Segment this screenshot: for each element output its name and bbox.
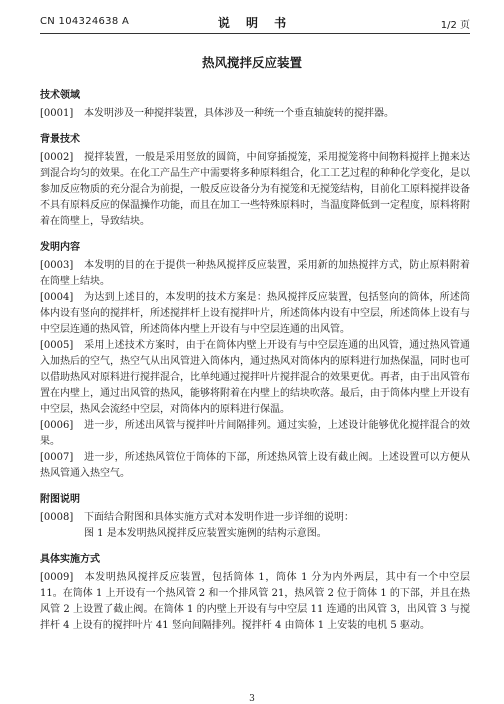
section-heading: 附图说明 [40, 494, 80, 505]
paragraph-number: [0007] [40, 452, 74, 463]
paragraph-number: [0004] [40, 292, 74, 303]
header-rule [40, 33, 470, 34]
paragraph-text: 进一步，所述出风管与搅拌叶片间隔排列。通过实验，上述设计能够优化搅拌混合的效果。 [40, 420, 470, 447]
page-indicator: 1/2 页 [440, 20, 470, 31]
document-body [40, 88, 470, 634]
paragraph-number: [0006] [40, 420, 74, 431]
paragraph-number: [0001] [40, 108, 74, 119]
paragraph [40, 450, 470, 482]
paragraph-text: 本发明的目的在于提供一种热风搅拌反应装置，采用新的加热搅拌方式，防止原料附着在筒壁上结块。 [40, 260, 470, 287]
document-type: 说 明 书 [217, 16, 293, 30]
paragraph-number: [0009] [40, 572, 74, 583]
section-heading: 背景技术 [40, 134, 80, 145]
paragraph-text: 进一步，所述热风管位于筒体的下部，所述热风管上设有截止阀。上述设置可以方便从热风管通入热空气。 [40, 452, 470, 479]
page-header [40, 14, 470, 30]
paragraph-number: [0008] [40, 512, 74, 523]
section-heading: 技术领域 [40, 90, 80, 101]
paragraph [40, 338, 470, 418]
paragraph [40, 150, 470, 230]
patent-number: CN 104324638 A [40, 16, 130, 27]
paragraph [40, 106, 470, 122]
page-number: 3 [249, 694, 255, 704]
document-title: 热风搅拌反应装置 [201, 55, 302, 70]
paragraph-text: 为达到上述目的，本发明的技术方案是：热风搅拌反应装置，包括竖向的筒体，所述筒体内设有竖向的搅拌杆，所述搅拌杆上设有搅拌叶片，所述筒体内设有中空层，所述筒体上设有与中空层连通的热风管，所述筒体内壁上开设有与中空层连通的出风管。 [40, 292, 470, 335]
paragraph [40, 290, 470, 338]
section-heading: 发明内容 [40, 242, 80, 253]
paragraph-number: [0003] [40, 260, 74, 271]
paragraph-text: 采用上述技术方案时，由于在筒体内壁上开设有与中空层连通的出风管，通过热风管通入加热后的空气，热空气从出风管进入筒体内，通过热风对筒体内的原料进行加热保温，同时也可以借助热风对原料进行搅拌混合，比单纯通过搅拌叶片搅拌混合的效果更优。再者，由于出风管布置在内壁上，通过出风管的热风，能够将附着在内壁上的结块吹落。最后，由于筒体内壁上开设有中空层，热风会流经中空层，对筒体内的原料进行保温。 [40, 340, 470, 415]
paragraph [40, 526, 470, 542]
paragraph-text: 本发明涉及一种搅拌装置，具体涉及一种统一个垂直轴旋转的搅拌器。 [84, 108, 394, 119]
section-heading: 具体实施方式 [40, 554, 100, 565]
paragraph [40, 258, 470, 290]
paragraph [40, 418, 470, 450]
paragraph-number: [0002] [40, 152, 74, 163]
paragraph [40, 570, 470, 634]
paragraph-text: 下面结合附图和具体实施方式对本发明作进一步详细的说明： [84, 512, 354, 523]
paragraph-text: 搅拌装置，一般是采用竖放的圆筒，中间穿插搅笼，采用搅笼将中间物料搅拌上抛来达到混合均匀的效果。在化工产品生产中需要将多种原料组合，化工工艺过程的种种化学变化，是以参加反应物质的充分混合为前提，一般反应设备分为有搅笼和无搅笼结构，目前化工原料搅拌设备不具有原料反应的保温操作功能，而且在加工一些特殊原料时，当温度降低到一定程度，原料将附着在筒壁上，导致结块。 [40, 152, 470, 227]
paragraph-text: 图 1 是本发明热风搅拌反应装置实施例的结构示意图。 [84, 528, 327, 539]
paragraph-number: [0005] [40, 340, 74, 351]
paragraph-text: 本发明热风搅拌反应装置，包括筒体 1，筒体 1 分为内外两层，其中有一个中空层 11。在筒体 1 上开设有一个热风管 2 和一个排风管 21，热风管 2 位于筒体 1 的下部，并且在热风管 2 上设置了截止阀。在筒体 1 的内壁上开设有与中空层 11 连通的出风管 3，出风管 3 与搅拌杆 4 上设有的搅拌叶片 41 竖向间隔排列。搅拌杆 4 由筒体 1 上安装的电机 5 驱动。 [40, 572, 470, 631]
paragraph [40, 510, 470, 526]
